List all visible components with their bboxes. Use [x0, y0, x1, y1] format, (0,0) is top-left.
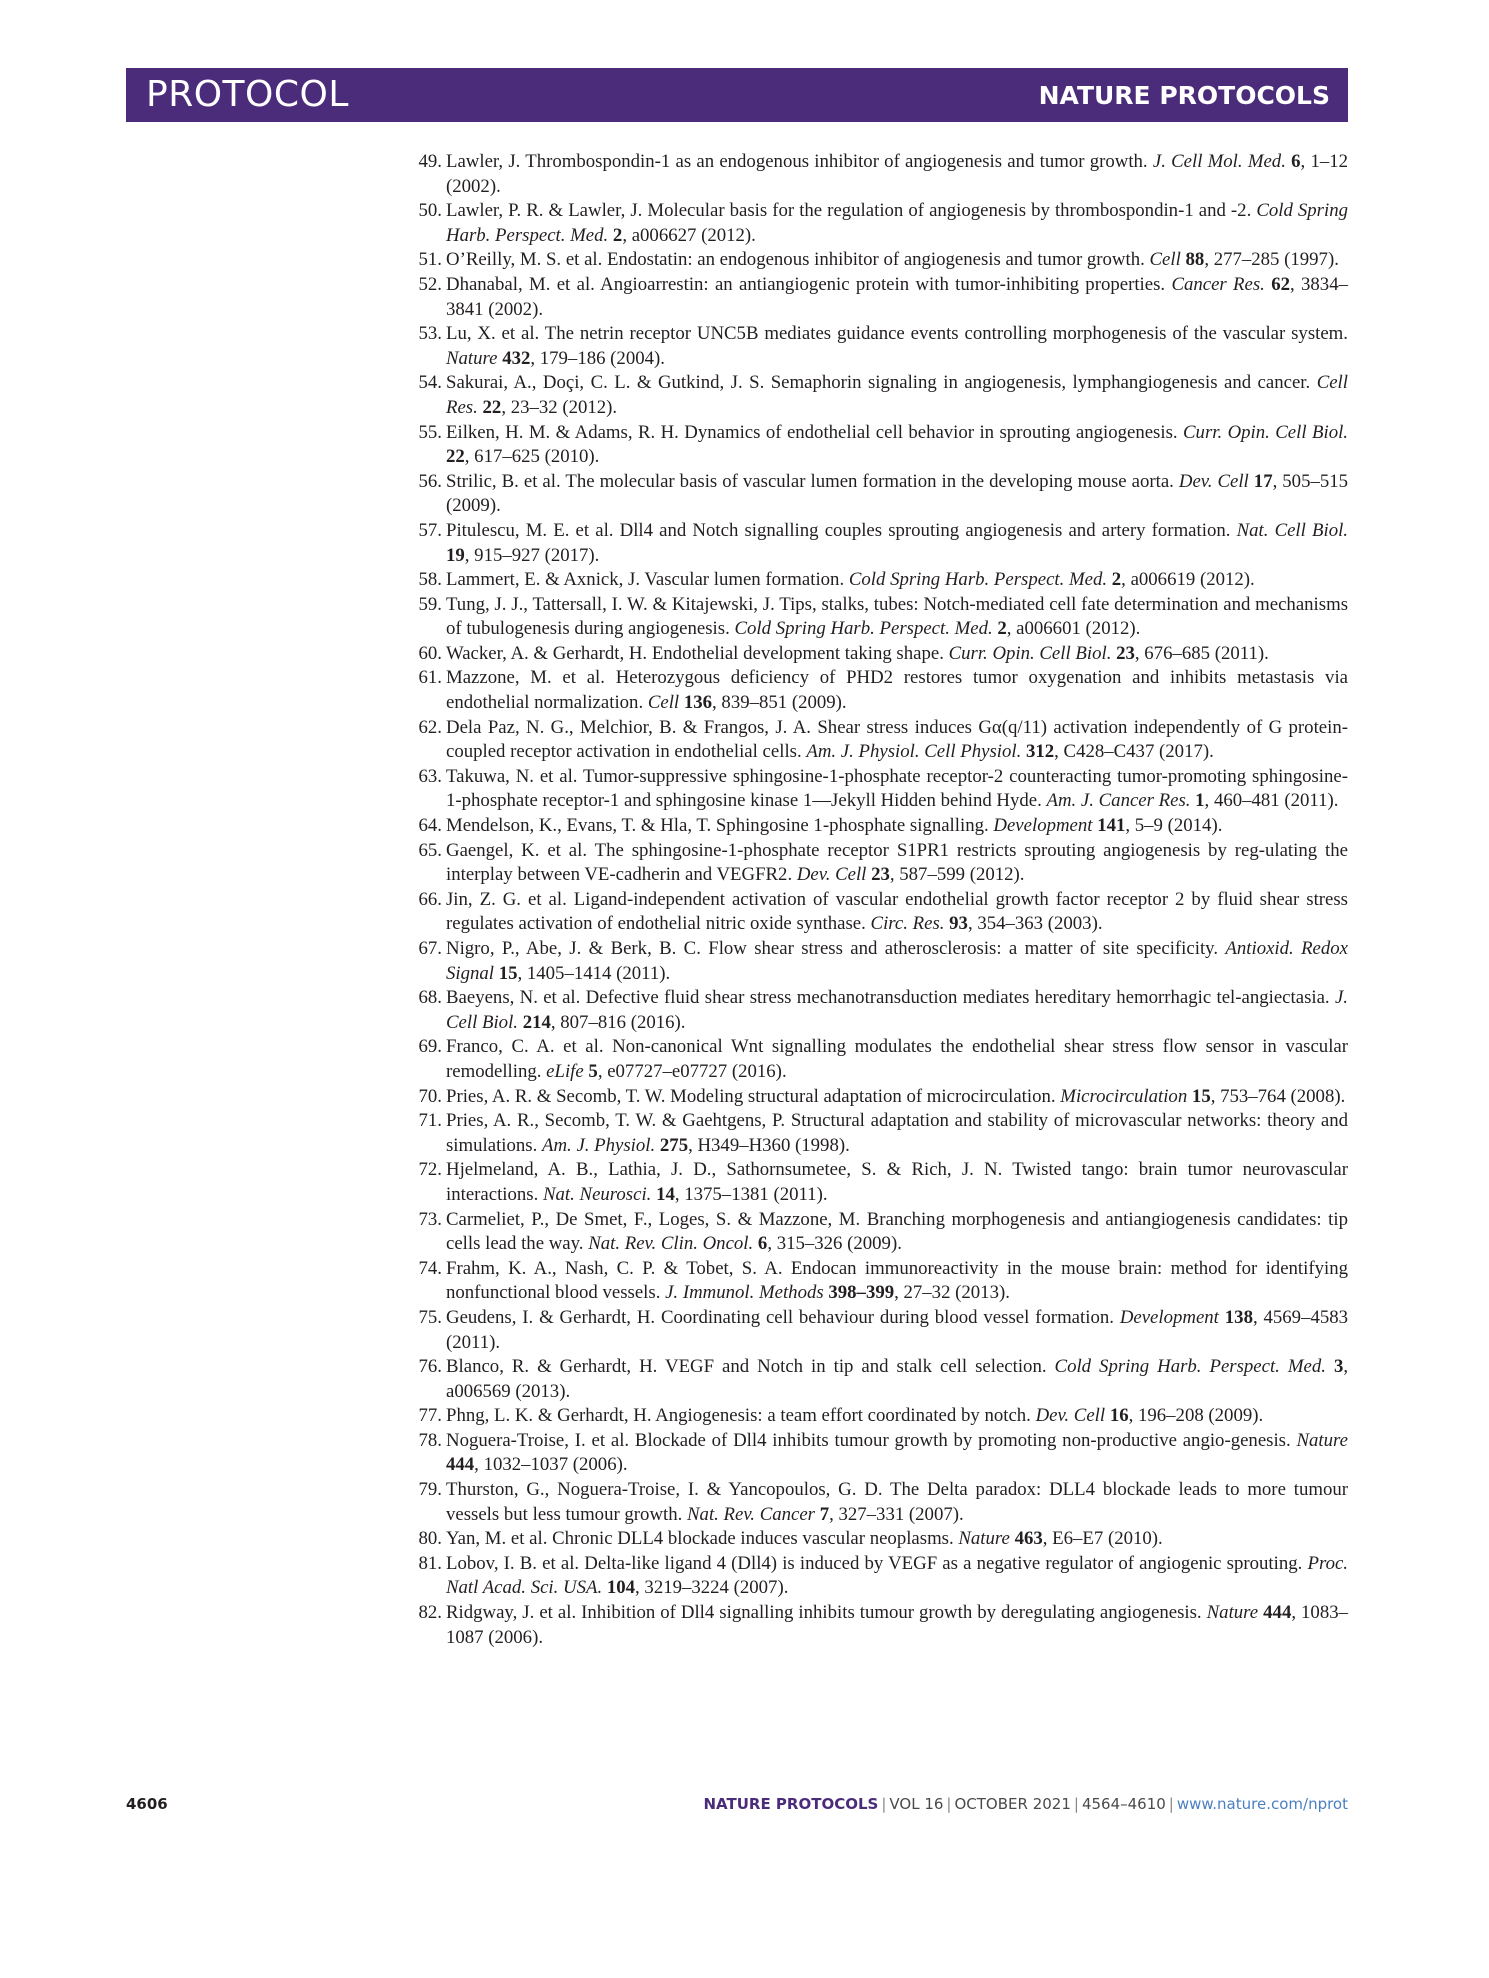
reference-journal: Cold Spring Harb. Perspect. Med. — [848, 569, 1108, 591]
reference-number: 75. — [418, 1306, 442, 1328]
reference-item — [412, 199, 1348, 248]
reference-journal: Nat. Rev. Clin. Oncol. — [588, 1233, 754, 1255]
reference-number: 81. — [418, 1552, 442, 1574]
reference-item — [412, 421, 1348, 470]
reference-authors-title: Mazzone, M. et al. Heterozygous deficiency of PHD2 restores tumor oxygenation and inhibits metastasis via endothelial normalization. — [446, 667, 1348, 714]
reference-volume: 88 — [1185, 249, 1205, 271]
reference-volume: 2 — [1111, 569, 1122, 591]
reference-volume: 2 — [997, 618, 1007, 640]
reference-number: 59. — [418, 593, 442, 615]
reference-authors-title: Pries, A. R., Secomb, T. W. & Gaehtgens, P. Structural adaptation and stability of microvascular networks: theory and simulations. — [446, 1110, 1348, 1156]
reference-volume: 138 — [1224, 1306, 1253, 1328]
reference-authors-title: Tung, J. J., Tattersall, I. W. & Kitajewski, J. Tips, stalks, tubes: Notch-mediated cell fate determination and mechanisms of tubulogenesis during angiogenesis. — [446, 593, 1348, 640]
reference-number: 78. — [418, 1429, 442, 1451]
reference-authors-title: Sakurai, A., Doçi, C. L. & Gutkind, J. S. Semaphorin signaling in angiogenesis, lymphangiogenesis and cancer. — [446, 372, 1311, 394]
reference-number: 80. — [418, 1528, 442, 1550]
reference-pages-year: , 27–32 (2013). — [894, 1282, 1010, 1304]
reference-item — [412, 1306, 1348, 1355]
reference-journal: Nat. Neurosci. — [543, 1183, 652, 1205]
reference-authors-title: Pitulescu, M. E. et al. Dll4 and Notch signalling couples sprouting angiogenesis and artery formation. — [446, 519, 1231, 541]
reference-item — [412, 371, 1348, 420]
reference-item — [412, 1527, 1348, 1552]
reference-pages-year: , a006627 (2012). — [622, 224, 756, 246]
reference-journal: eLife — [546, 1060, 584, 1082]
reference-pages-year: , 5–9 (2014). — [1125, 815, 1223, 837]
reference-volume: 17 — [1253, 470, 1273, 492]
reference-journal: Am. J. Physiol. — [542, 1134, 656, 1156]
reference-volume: 312 — [1025, 741, 1055, 763]
reference-journal: Cancer Res. — [1171, 273, 1265, 295]
reference-number: 56. — [418, 470, 442, 492]
reference-item — [412, 248, 1348, 273]
header-bar — [126, 68, 1348, 122]
reference-pages-year: , 1375–1381 (2011). — [674, 1183, 828, 1205]
reference-number: 74. — [418, 1257, 442, 1279]
reference-volume: 93 — [949, 913, 968, 935]
reference-journal: Nature — [958, 1528, 1010, 1550]
reference-number: 77. — [418, 1405, 442, 1427]
reference-journal: Nature — [446, 347, 498, 369]
journal-name: NATURE PROTOCOLS — [1038, 81, 1330, 110]
reference-pages-year: , 839–851 (2009). — [712, 692, 847, 714]
reference-authors-title: Mendelson, K., Evans, T. & Hla, T. Sphingosine 1-phosphate signalling. — [446, 815, 989, 837]
reference-volume: 1 — [1195, 790, 1205, 812]
reference-authors-title: Lobov, I. B. et al. Delta-like ligand 4 (Dll4) is induced by VEGF as a negative regulator of angiogenic sprouting. — [446, 1552, 1303, 1574]
reference-item — [412, 716, 1348, 765]
reference-volume: 275 — [659, 1134, 689, 1156]
reference-item — [412, 814, 1348, 839]
reference-volume: 6 — [1291, 151, 1301, 172]
reference-volume: 104 — [606, 1577, 636, 1599]
reference-item — [412, 1257, 1348, 1306]
reference-pages-year: , 505–515 (2009). — [446, 470, 1349, 517]
reference-item — [412, 470, 1348, 519]
reference-number: 73. — [418, 1208, 442, 1230]
reference-journal: Cell — [1149, 249, 1181, 271]
reference-volume: 2 — [612, 224, 623, 246]
reference-pages-year: , 327–331 (2007). — [829, 1503, 964, 1525]
reference-journal: Cell — [647, 692, 680, 714]
reference-pages-year: , 354–363 (2003). — [967, 913, 1103, 935]
reference-item — [412, 839, 1348, 888]
reference-item — [412, 519, 1348, 568]
reference-volume: 16 — [1109, 1405, 1129, 1427]
footer — [126, 1795, 1348, 1819]
reference-volume: 7 — [819, 1503, 830, 1525]
reference-journal: J. Immunol. Methods — [665, 1282, 824, 1304]
reference-authors-title: Carmeliet, P., De Smet, F., Loges, S. & Mazzone, M. Branching morphogenesis and antiangiogenesis candidates: tip cells lead the way. — [446, 1208, 1348, 1255]
reference-item — [412, 1355, 1348, 1404]
reference-number: 55. — [418, 421, 442, 443]
reference-journal: Dev. Cell — [796, 864, 867, 886]
reference-volume: 15 — [1191, 1085, 1211, 1107]
page-number: 4606 — [126, 1795, 168, 1813]
reference-item — [412, 642, 1348, 667]
reference-authors-title: Eilken, H. M. & Adams, R. H. Dynamics of endothelial cell behavior in sprouting angiogenesis. — [446, 421, 1178, 443]
reference-item — [412, 1109, 1348, 1158]
reference-journal: Proc. Natl Acad. Sci. USA. — [446, 1552, 1348, 1599]
section-label: PROTOCOL — [146, 74, 349, 115]
reference-authors-title: Wacker, A. & Gerhardt, H. Endothelial development taking shape. — [446, 642, 944, 664]
reference-authors-title: Ridgway, J. et al. Inhibition of Dll4 signalling inhibits tumour growth by deregulating angiogenesis. — [446, 1602, 1202, 1624]
reference-item — [412, 986, 1348, 1035]
reference-volume: 3 — [1333, 1356, 1344, 1378]
reference-volume: 6 — [757, 1233, 768, 1255]
footer-volume: VOL 16 — [889, 1795, 944, 1813]
reference-journal: Cell Res. — [446, 372, 1348, 418]
reference-pages-year: , 1032–1037 (2006). — [474, 1454, 628, 1476]
reference-number: 63. — [418, 765, 442, 787]
reference-authors-title: Franco, C. A. et al. Non-canonical Wnt signalling modulates the endothelial shear stress flow sensor in vascular remodelling. — [446, 1036, 1348, 1082]
reference-journal: Microcirculation — [1060, 1085, 1188, 1107]
reference-number: 60. — [418, 642, 442, 664]
reference-authors-title: Yan, M. et al. Chronic DLL4 blockade induces vascular neoplasms. — [446, 1528, 954, 1550]
reference-item — [412, 1085, 1348, 1110]
footer-separator: | — [1073, 1795, 1079, 1813]
reference-number: 53. — [418, 323, 442, 345]
reference-item — [412, 1035, 1348, 1084]
reference-number: 71. — [418, 1110, 442, 1132]
footer-separator: | — [1168, 1795, 1174, 1813]
reference-number: 69. — [418, 1036, 442, 1058]
reference-authors-title: Lawler, P. R. & Lawler, J. Molecular basis for the regulation of angiogenesis by thrombospondin-1 and -2. — [446, 200, 1252, 222]
reference-number: 54. — [418, 372, 442, 394]
reference-journal: Cold Spring Harb. Perspect. Med. — [446, 200, 1348, 246]
reference-number: 67. — [418, 938, 442, 959]
reference-pages-year: , 753–764 (2008). — [1210, 1085, 1346, 1107]
reference-authors-title: Strilic, B. et al. The molecular basis of vascular lumen formation in the developing mouse aorta. — [446, 470, 1174, 492]
reference-authors-title: Nigro, P., Abe, J. & Berk, B. C. Flow shear stress and atherosclerosis: a matter of site specificity. — [446, 938, 1219, 959]
reference-pages-year: , a006569 (2013). — [446, 1356, 1349, 1402]
reference-number: 51. — [418, 249, 442, 271]
reference-number: 72. — [418, 1159, 442, 1181]
footer-citation — [703, 1795, 1348, 1813]
reference-volume: 15 — [498, 962, 518, 984]
reference-journal: J. Cell Mol. Med. — [1152, 151, 1286, 172]
reference-pages-year: , E6–E7 (2010). — [1042, 1528, 1163, 1550]
reference-number: 49. — [418, 151, 442, 172]
reference-authors-title: Dela Paz, N. G., Melchior, B. & Frangos, J. A. Shear stress induces Gα(q/11) activation independently of G protein-coupled receptor activation in endothelial cells. — [446, 716, 1348, 763]
reference-volume: 62 — [1271, 273, 1290, 295]
reference-journal: J. Cell Biol. — [446, 987, 1348, 1033]
reference-authors-title: Gaengel, K. et al. The sphingosine-1-phosphate receptor S1PR1 restricts sprouting angiogenesis by reg-ulating the interplay between VE-cadherin and VEGFR2. — [446, 839, 1348, 886]
reference-authors-title: Takuwa, N. et al. Tumor-suppressive sphingosine-1-phosphate receptor-2 counteracting tumor-promoting sphingosine-1-phosphate receptor-1 and sphingosine kinase 1—Jekyll Hidden behind Hyde. — [446, 765, 1348, 812]
reference-pages-year: , 315–326 (2009). — [767, 1233, 902, 1255]
reference-number: 65. — [418, 839, 442, 861]
reference-pages-year: , 3834–3841 (2002). — [446, 273, 1348, 320]
reference-authors-title: Jin, Z. G. et al. Ligand-independent activation of vascular endothelial growth factor receptor 2 by fluid shear stress regulates activation of endothelial nitric oxide synthase. — [446, 888, 1348, 935]
reference-authors-title: Phng, L. K. & Gerhardt, H. Angiogenesis: a team effort coordinated by notch. — [446, 1405, 1031, 1427]
reference-journal: Nature — [1296, 1429, 1348, 1451]
reference-pages-year: , 676–685 (2011). — [1134, 642, 1269, 664]
footer-url-link[interactable]: www.nature.com/nprot — [1176, 1795, 1348, 1813]
reference-number: 62. — [418, 716, 442, 738]
reference-number: 50. — [418, 200, 442, 222]
reference-list — [412, 150, 1348, 1650]
reference-authors-title: Baeyens, N. et al. Defective fluid shear stress mechanotransduction mediates hereditary hemorrhagic tel-angiectasia. — [446, 987, 1330, 1009]
reference-pages-year: , H349–H360 (1998). — [688, 1134, 850, 1156]
reference-pages-year: , 460–481 (2011). — [1204, 790, 1339, 812]
footer-journal: NATURE PROTOCOLS — [703, 1795, 879, 1813]
reference-volume: 444 — [1263, 1602, 1292, 1624]
reference-number: 68. — [418, 987, 442, 1009]
reference-pages-year: , 179–186 (2004). — [530, 347, 665, 369]
reference-item — [412, 1158, 1348, 1207]
reference-pages-year: , 617–625 (2010). — [464, 446, 600, 468]
reference-volume: 22 — [482, 396, 502, 418]
reference-journal: Dev. Cell — [1178, 470, 1249, 492]
reference-pages-year: , 23–32 (2012). — [501, 396, 618, 418]
reference-item — [412, 1552, 1348, 1601]
reference-authors-title: Hjelmeland, A. B., Lathia, J. D., Sathornsumetee, S. & Rich, J. N. Twisted tango: brain tumor neurovascular interactions. — [446, 1159, 1348, 1205]
reference-item — [412, 568, 1348, 593]
footer-separator: | — [946, 1795, 952, 1813]
reference-authors-title: O’Reilly, M. S. et al. Endostatin: an endogenous inhibitor of angiogenesis and tumor growth. — [446, 249, 1145, 271]
reference-volume: 136 — [683, 692, 713, 714]
reference-volume: 463 — [1014, 1528, 1043, 1550]
reference-item — [412, 1208, 1348, 1257]
reference-number: 66. — [418, 888, 442, 910]
reference-pages-year: , a006619 (2012). — [1121, 569, 1255, 591]
reference-volume: 23 — [1116, 642, 1135, 664]
reference-number: 52. — [418, 273, 442, 295]
reference-pages-year: , 3219–3224 (2007). — [635, 1577, 789, 1599]
reference-pages-year: , 1083–1087 (2006). — [446, 1602, 1348, 1648]
reference-item — [412, 273, 1348, 322]
reference-item — [412, 1601, 1348, 1650]
reference-volume: 22 — [446, 446, 465, 468]
reference-pages-year: , a006601 (2012). — [1006, 618, 1141, 640]
reference-number: 70. — [418, 1085, 442, 1107]
reference-journal: Cold Spring Harb. Perspect. Med. — [734, 618, 993, 640]
reference-authors-title: Noguera-Troise, I. et al. Blockade of Dll4 inhibits tumour growth by promoting non-productive angio-genesis. — [446, 1429, 1291, 1451]
reference-pages-year: , 1–12 (2002). — [446, 151, 1348, 197]
reference-volume: 5 — [588, 1060, 598, 1082]
reference-journal: Nat. Rev. Cancer — [687, 1503, 815, 1525]
reference-journal: Am. J. Physiol. Cell Physiol. — [806, 741, 1022, 763]
reference-item — [412, 150, 1348, 199]
reference-volume: 444 — [446, 1454, 475, 1476]
reference-journal: Curr. Opin. Cell Biol. — [948, 642, 1112, 664]
reference-pages-year: , 4569–4583 (2011). — [446, 1306, 1349, 1353]
reference-pages-year: , e07727–e07727 (2016). — [597, 1060, 787, 1082]
reference-pages-year: , C428–C437 (2017). — [1054, 741, 1214, 763]
reference-authors-title: Lammert, E. & Axnick, J. Vascular lumen formation. — [446, 569, 845, 591]
reference-journal: Development — [1119, 1306, 1219, 1328]
reference-item — [412, 888, 1348, 937]
reference-journal: Development — [993, 815, 1093, 837]
reference-authors-title: Dhanabal, M. et al. Angioarrestin: an antiangiogenic protein with tumor-inhibiting properties. — [446, 273, 1166, 295]
reference-authors-title: Thurston, G., Noguera-Troise, I. & Yancopoulos, G. D. The Delta paradox: DLL4 blockade leads to more tumour vessels but less tumour growth. — [446, 1479, 1348, 1525]
reference-journal: Antioxid. Redox Signal — [446, 938, 1349, 984]
reference-item — [412, 1429, 1348, 1478]
reference-item — [412, 765, 1348, 814]
reference-authors-title: Lawler, J. Thrombospondin-1 as an endogenous inhibitor of angiogenesis and tumor growth. — [446, 151, 1148, 172]
reference-authors-title: Frahm, K. A., Nash, C. P. & Tobet, S. A. Endocan immunoreactivity in the mouse brain: method for identifying nonfunctional blood vessels. — [446, 1257, 1348, 1304]
footer-date: OCTOBER 2021 — [954, 1795, 1071, 1813]
reference-volume: 23 — [871, 864, 890, 886]
reference-item — [412, 1404, 1348, 1429]
reference-journal: Nature — [1206, 1602, 1259, 1624]
reference-number: 82. — [418, 1602, 442, 1624]
footer-separator: | — [881, 1795, 887, 1813]
reference-volume: 398–399 — [828, 1282, 895, 1304]
reference-number: 79. — [418, 1479, 442, 1501]
reference-pages-year: , 915–927 (2017). — [464, 544, 600, 566]
reference-authors-title: Lu, X. et al. The netrin receptor UNC5B mediates guidance events controlling morphogenesis of the vascular system. — [446, 323, 1348, 345]
reference-pages-year: , 196–208 (2009). — [1128, 1405, 1264, 1427]
reference-item — [412, 666, 1348, 715]
reference-number: 64. — [418, 815, 442, 837]
reference-item — [412, 593, 1348, 642]
reference-pages-year: , 1405–1414 (2011). — [517, 962, 671, 984]
reference-authors-title: Geudens, I. & Gerhardt, H. Coordinating cell behaviour during blood vessel formation. — [446, 1306, 1114, 1328]
reference-volume: 432 — [502, 347, 531, 369]
reference-pages-year: , 277–285 (1997). — [1204, 249, 1339, 271]
reference-journal: Nat. Cell Biol. — [1236, 519, 1349, 541]
reference-volume: 141 — [1097, 815, 1126, 837]
reference-authors-title: Pries, A. R. & Secomb, T. W. Modeling structural adaptation of microcirculation. — [446, 1085, 1056, 1107]
reference-number: 61. — [418, 667, 442, 689]
reference-journal: Am. J. Cancer Res. — [1046, 790, 1191, 812]
reference-journal: Dev. Cell — [1035, 1405, 1106, 1427]
reference-pages-year: , 587–599 (2012). — [889, 864, 1025, 886]
reference-pages-year: , 807–816 (2016). — [550, 1011, 686, 1033]
reference-item — [412, 1478, 1348, 1527]
reference-volume: 214 — [522, 1011, 551, 1033]
reference-number: 57. — [418, 519, 442, 541]
reference-item — [412, 937, 1348, 986]
reference-volume: 14 — [656, 1183, 675, 1205]
reference-journal: Curr. Opin. Cell Biol. — [1183, 421, 1349, 443]
reference-journal: Circ. Res. — [870, 913, 945, 935]
reference-number: 76. — [418, 1356, 442, 1378]
reference-item — [412, 322, 1348, 371]
footer-pages: 4564–4610 — [1081, 1795, 1166, 1813]
reference-journal: Cold Spring Harb. Perspect. Med. — [1054, 1356, 1326, 1378]
reference-number: 58. — [418, 569, 442, 591]
reference-volume: 19 — [446, 544, 465, 566]
reference-authors-title: Blanco, R. & Gerhardt, H. VEGF and Notch in tip and stalk cell selection. — [446, 1356, 1047, 1378]
